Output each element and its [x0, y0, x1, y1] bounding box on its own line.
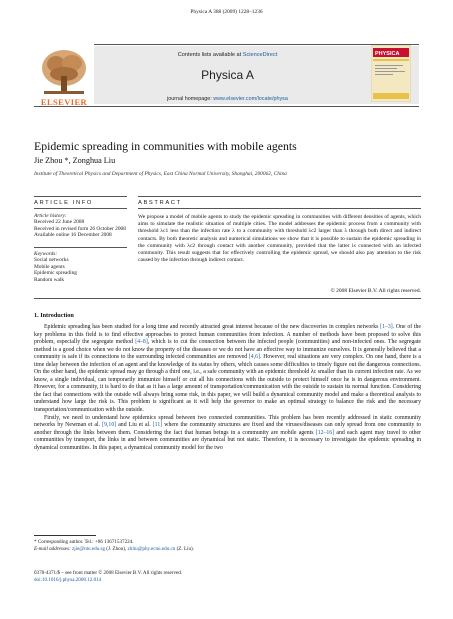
- keywords-label: Keywords:: [34, 251, 58, 257]
- sciencedirect-link[interactable]: ScienceDirect: [242, 52, 278, 58]
- citation-link[interactable]: [12–16]: [315, 429, 335, 436]
- footnote-rule: [34, 535, 96, 536]
- abstract-rule: [138, 196, 421, 197]
- paragraph: Firstly, we need to understand how epidemics spread between two connected communities. This problem has been recently addressed in static community networks by Newman et al. [9,10] and Liu et al. [11] where the community structures are fixed and the viruses/diseases can only spread from one community to another through the links between them. Considering the fact that human beings in a community are mobile agents [12–16] and each agent may travel to other communities by transport, the links in and between communities are dynamical but not static. Therefore, it is necessary to investigate the epidemic spreading in dynamical communities. In this paper, a dynamical community model for the two: [34, 414, 421, 451]
- citation-link[interactable]: [4–8]: [135, 339, 148, 346]
- citation-link[interactable]: [4,6]: [248, 354, 260, 361]
- contents-availability: [120, 52, 335, 58]
- issn-doi-block: [34, 570, 182, 583]
- abstract-end-rule: [34, 298, 421, 299]
- doi-link[interactable]: doi:10.1016/j.physa.2008.12.014: [34, 576, 102, 583]
- abstract-subrule: [138, 208, 421, 209]
- abstract-copyright: © 2008 Elsevier B.V. All rights reserved.: [330, 288, 421, 294]
- citation-link[interactable]: [11]: [152, 422, 163, 429]
- keywords-rule: [34, 247, 127, 248]
- journal-homepage: [120, 96, 335, 102]
- article-info-rule: [34, 196, 127, 197]
- keyword: Social networks: [34, 257, 69, 264]
- article-title: Epidemic spreading in communities with mobile agents: [34, 139, 297, 153]
- contents-prefix: Contents lists available at: [177, 52, 243, 58]
- abstract-heading: ABSTRACT: [138, 200, 182, 206]
- citation-link[interactable]: [9,10]: [102, 422, 117, 429]
- email-label: E-mail addresses:: [34, 546, 71, 552]
- journal-name: Physica A: [201, 68, 254, 82]
- authors: Jie Zhou *, Zonghua Liu: [34, 156, 116, 165]
- footnote-emails: E-mail addresses: zjie@ntu.edu.sg (J. Zhou), zhliu@phy.ecnu.edu.cn (Z. Liu).: [34, 546, 194, 552]
- introduction-body: [34, 324, 421, 452]
- article-info-subrule: [34, 208, 127, 209]
- journal-cover-thumbnail: [371, 45, 411, 102]
- history-received: Received 22 June 2008: [34, 219, 85, 226]
- history-online: Available online 16 December 2008: [34, 232, 112, 239]
- homepage-link[interactable]: www.elsevier.com/locate/physa: [213, 96, 288, 102]
- issn-line: 0378-4371/$ – see front matter © 2008 Elsevier B.V. All rights reserved.: [34, 570, 183, 576]
- cover-title: PHYSICA: [375, 51, 400, 57]
- elsevier-wordmark: ELSEVIER: [40, 97, 88, 107]
- affiliation: Institute of Theoretical Physics and Department of Physics, East China Normal University, Shanghai, 200062, China: [34, 171, 287, 177]
- introduction-heading: 1. Introduction: [34, 312, 74, 319]
- keywords: [34, 251, 134, 283]
- article-info-heading: ARTICLE INFO: [34, 200, 94, 206]
- article-history: [34, 213, 134, 239]
- history-label: Article history:: [34, 213, 67, 219]
- email-link[interactable]: zhliu@phy.ecnu.edu.cn: [127, 546, 176, 552]
- email-link[interactable]: zjie@ntu.edu.sg: [72, 546, 106, 552]
- running-head: Physica A 388 (2009) 1228–1236: [190, 9, 263, 15]
- keyword: Random walk: [34, 276, 65, 283]
- footnote-corresponding: * Corresponding author. Tel.: +86 13671537224.: [34, 539, 134, 545]
- abstract-text: We propose a model of mobile agents to study the epidemic spreading in communities with different densities of agents, which aims to simulate the realistic situation of multiple cities. The model addresses the epidemic process from a community with threshold λc1 less than the infection rate λ to a community with threshold λc2 larger than λ through both direct and indirect contacts. By both theoretic analysis and numerical simulations we show that it is possible to sustain the epidemic spreading in the community with λc2 through contact with another community, provided that the latter is connected with an infected community. This result suggests that for effectively controlling the epidemic spread, we should also pay attention to the risk caused by the infection through indirect contact.: [138, 214, 421, 264]
- citation-link[interactable]: [1–3]: [380, 324, 393, 330]
- history-revised: Received in revised form 26 October 2008: [34, 225, 126, 232]
- paragraph: Epidemic spreading has been studied for a long time and recently attracted great interest because of the new discoveries in complex networks [1–3]. One of the key problems in this field is to find effective approaches to protect human communities from infection. A number of methods have been proposed to solve this problem, especially the segregate method [4–8], which is to cut the connection between the infected people (communities) and non-infected ones. The segregate method is a good choice when we do not know the property of the diseases or we do not have an effective way to immunize ourselves. It is generally believed that a community is safe if its connections to the surrounding infected communities are removed [4,6]. However, real situations are very complex. On one hand, there is a time delay between the infection of an agent and the knowledge of its status by others, which causes some difficulties to timely figure out the dangerous connections. On the other hand, the epidemic spread may go through a third one, i.e., a safe community with an epidemic threshold λc smaller than its current infection rate. As we know, a single individual, can temporarily immunize himself or cut all his connections with the outside to protect himself once he is in dangerous environment. However, for a community, it is hard to do that as it has a large amount of transportation/communication with the outside to sustain its normal function. Considering the fact that connections with the outside will always bring some risk, in this paper, we will build a dynamical community model and make a theoretical analysis to understand how large the risk is. This problem is significant as it will help the governor to make an optimal strategy to balance the risk and the necessary transportation/communication with the outside.: [34, 324, 421, 414]
- keyword: Mobile agents: [34, 263, 65, 270]
- homepage-prefix: journal homepage:: [167, 96, 214, 102]
- keyword: Epidemic spreading: [34, 270, 77, 277]
